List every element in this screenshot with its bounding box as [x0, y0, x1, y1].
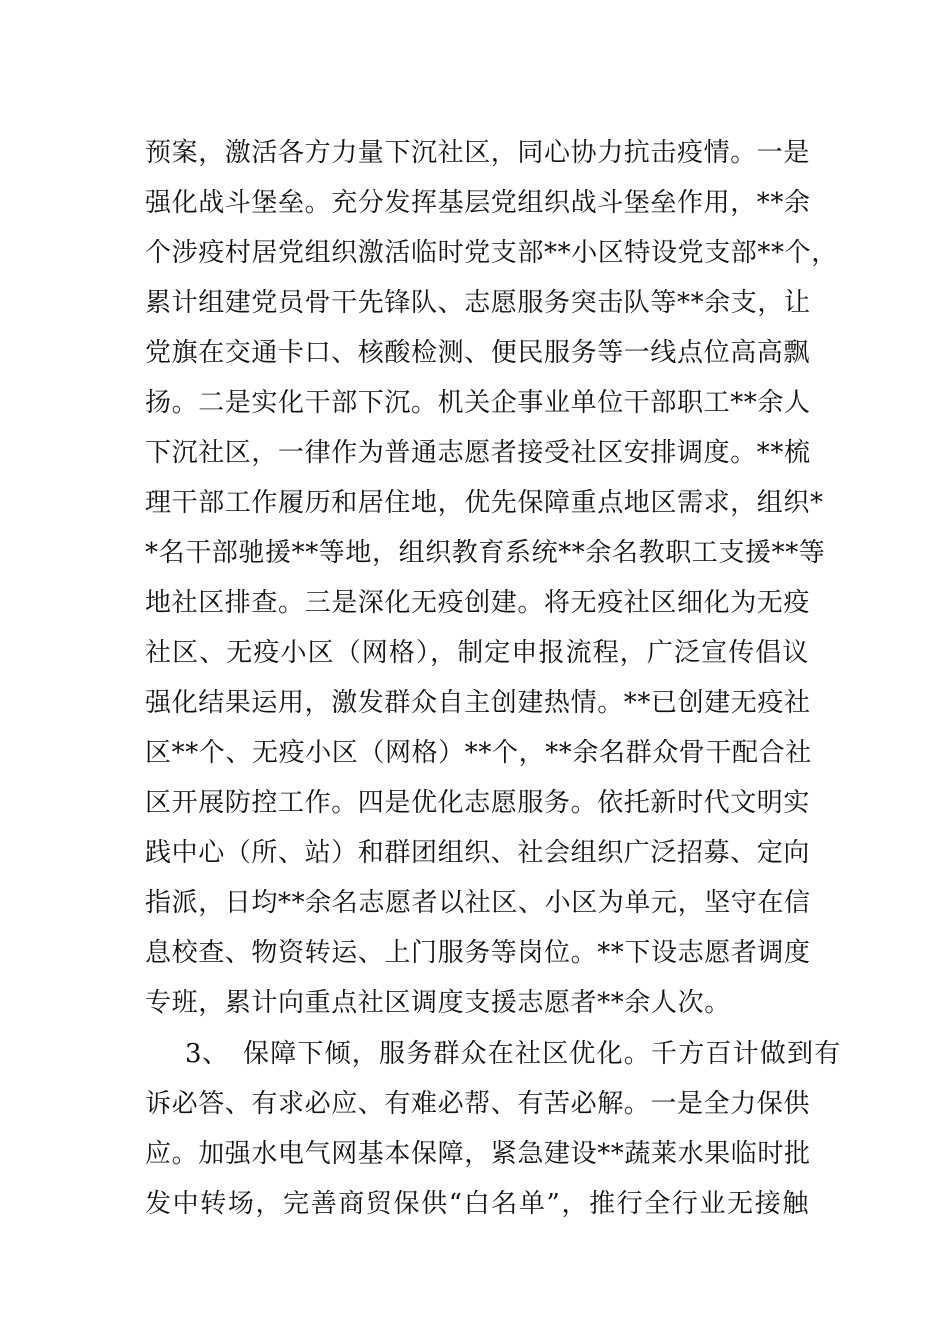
paragraph-line: 专班，累计向重点社区调度支援志愿者**余人次。	[145, 988, 731, 1018]
item-number: 3、	[185, 1039, 229, 1069]
paragraph-item-three	[145, 1029, 842, 1229]
paragraph-line: 下沉社区，一律作为普通志愿者接受社区安排调度。**梳	[145, 438, 811, 468]
paragraph-line: *名干部驰援**等地，组织教育系统**余名教职工支援**等	[145, 538, 826, 568]
paragraph-line: 应。加强水电气网基本保障，紧急建设**蔬莱水果临时批	[145, 1139, 811, 1169]
paragraph-line: 预案，激活各方力量下沉社区，同心协力抗击疫情。一是	[145, 138, 811, 168]
paragraph-line: 党旗在交通卡口、核酸检测、便民服务等一线点位高高飘	[145, 338, 811, 368]
paragraph-line: 累计组建党员骨干先锋队、志愿服务突击队等**余支，让	[145, 288, 811, 318]
paragraph-line: 扬。二是实化干部下沉。机关企事业单位干部职工**余人	[145, 388, 811, 418]
item-three-heading-line	[145, 1029, 842, 1079]
paragraph-line: 发中转场，完善商贸保供“白名单”，推行全行业无接触	[145, 1189, 809, 1219]
paragraph-one	[145, 128, 838, 1028]
paragraph-line: 诉必答、有求必应、有难必帮、有苦必解。一是全力保供	[145, 1089, 811, 1119]
item-three-first-line: 保障下倾，服务群众在社区优化。千方百计做到有	[243, 1039, 842, 1069]
paragraph-line: 社区、无疫小区（网格），制定申报流程，广泛宣传倡议	[145, 638, 809, 668]
paragraph-line: 强化结果运用，激发群众自主创建热情。**已创建无疫社	[145, 688, 811, 718]
paragraph-line: 个涉疫村居党组织激活临时党支部**小区特设党支部**个，	[145, 238, 838, 268]
paragraph-line: 区**个、无疫小区（网格）**个，**余名群众骨干配合社	[145, 738, 812, 768]
paragraph-line: 指派，日均**余名志愿者以社区、小区为单元，坚守在信	[145, 888, 811, 918]
paragraph-line: 息校查、物资转运、上门服务等岗位。**下设志愿者调度	[145, 938, 811, 968]
paragraph-line: 践中心（所、站）和群团组织、社会组织广泛招募、定向	[145, 838, 811, 868]
paragraph-line: 地社区排查。三是深化无疫创建。将无疫社区细化为无疫	[145, 588, 811, 618]
paragraph-line: 理干部工作履历和居住地，优先保障重点地区需求，组织*	[145, 488, 824, 518]
paragraph-line: 强化战斗堡垒。充分发挥基层党组织战斗堡垒作用，**余	[145, 188, 811, 218]
paragraph-line: 区开展防控工作。四是优化志愿服务。依托新时代文明实	[145, 788, 811, 818]
